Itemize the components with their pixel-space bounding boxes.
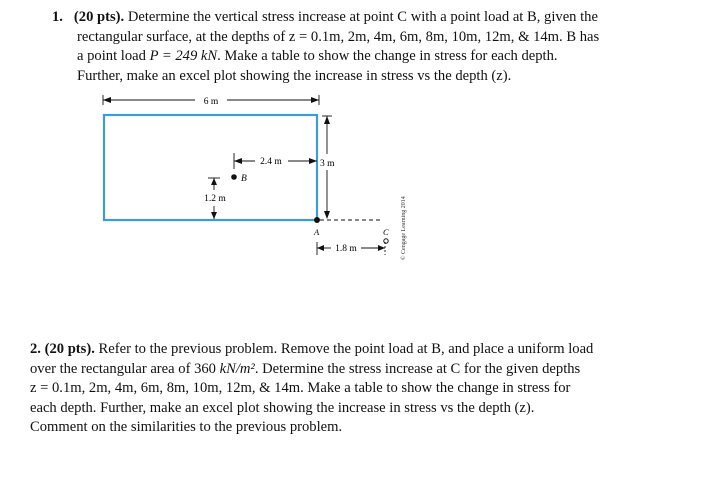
- dim-6m-label: 6 m: [203, 97, 219, 107]
- problem-1-points: (20 pts).: [73, 9, 125, 25]
- problem-1-line-1: [52, 8, 712, 28]
- dim-6m-arrow-left: [103, 97, 111, 103]
- problem-2-line-2: [30, 360, 670, 380]
- point-b-label: B: [241, 174, 247, 184]
- dim-6m-arrow-right: [311, 97, 319, 103]
- dim-1-8m-label: 1.8 m: [335, 244, 357, 254]
- dim-3m-arrow-top: [324, 116, 330, 124]
- point-a-label: A: [314, 227, 320, 237]
- problem-2-line-1-text: Refer to the previous problem. Remove the point load at B, and place a uniform load: [94, 341, 594, 357]
- problem-1-line-2: rectangular surface, at the depths of z = 0.1m, 2m, 4m, 6m, 8m, 10m, 12m, & 14m. B has: [77, 28, 600, 45]
- problem-2-line-2-pre: over the rectangular area of 360: [30, 360, 220, 377]
- dim-1-2m-arrow-bottom: [211, 212, 217, 219]
- point-c-marker: [384, 239, 388, 243]
- dim-3m-arrow-bottom: [324, 211, 330, 219]
- point-b-marker: [231, 174, 237, 180]
- problem-1-number: 1.: [52, 9, 63, 25]
- point-load-equation: P = 249 kN: [149, 48, 218, 65]
- dim-1-2m-label: 1.2 m: [204, 194, 226, 204]
- dim-2-4m-arrow-left: [234, 158, 242, 164]
- problem-2-line-4: each depth. Further, make an excel plot showing the increase in stress vs the depth (z).: [30, 399, 535, 416]
- dim-2-4m-label: 2.4 m: [260, 157, 282, 167]
- problem-1-line-3-post: . Make a table to show the change in stress for each depth.: [217, 48, 558, 65]
- problem-2-line-2-post: . Determine the stress increase at C for the given depths: [254, 360, 581, 377]
- dim-3m-label: 3 m: [320, 159, 335, 169]
- problem-2-line-1: [30, 340, 670, 360]
- point-c-label: C: [383, 227, 389, 237]
- copyright-notice: © Cengage Learning 2014: [401, 196, 407, 260]
- problem-1: [52, 8, 712, 86]
- problem-1-line-1-text: Determine the vertical stress increase at point C with a point load at B, given the: [124, 9, 598, 25]
- problem-1-line-3: [52, 47, 712, 67]
- loaded-rectangle: [104, 115, 317, 220]
- uniform-load-units: kN/m²: [219, 360, 255, 377]
- problem-1-line-3-pre: a point load: [77, 48, 150, 65]
- point-a-marker: [314, 217, 320, 223]
- problem-2-line-3: z = 0.1m, 2m, 4m, 6m, 8m, 10m, 12m, & 14m. Make a table to show the change in stress for: [30, 380, 571, 397]
- rectangular-area-figure: [95, 90, 415, 265]
- problem-2-line-5: Comment on the similarities to the previous problem.: [30, 419, 343, 436]
- dim-1-8m-arrow-right: [378, 245, 385, 251]
- problem-1-line-4: Further, make an excel plot showing the increase in stress vs the depth (z).: [77, 67, 512, 84]
- dim-1-2m-arrow-top: [211, 178, 217, 185]
- dim-2-4m-arrow-right: [309, 158, 317, 164]
- dim-1-8m-arrow-left: [317, 245, 324, 251]
- problem-2-heading: 2. (20 pts).: [30, 341, 95, 357]
- problem-2: [30, 340, 670, 438]
